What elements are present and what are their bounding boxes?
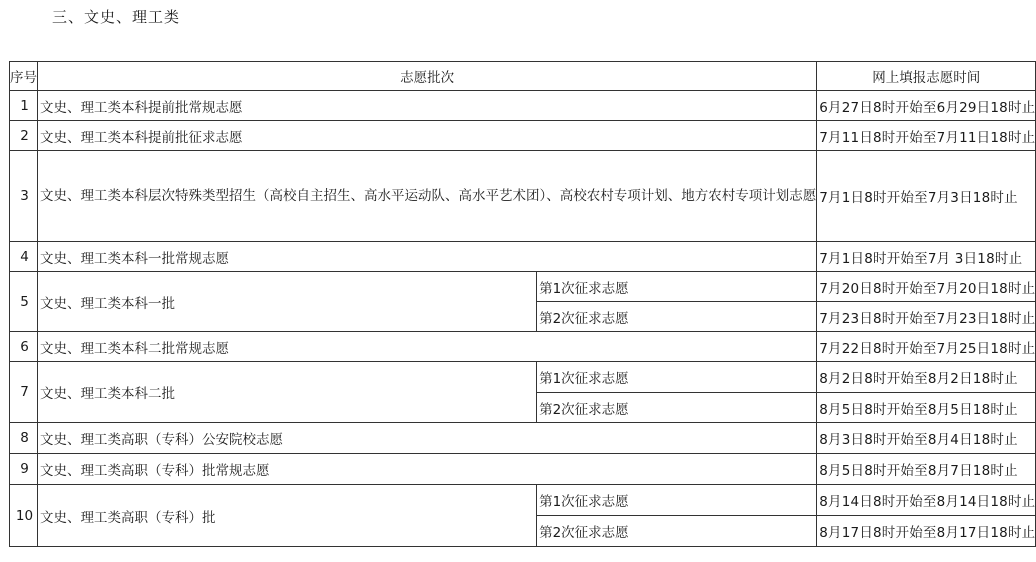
time-cell: 8月3日8时开始至8月4日18时止	[817, 423, 1036, 454]
time-cell: 7月20日8时开始至7月20日18时止	[817, 272, 1036, 302]
table-header-row	[10, 62, 1036, 91]
row-number: 4	[10, 242, 38, 272]
batch-cell: 文史、理工类本科一批	[38, 272, 537, 332]
volunteer-schedule-table	[9, 61, 1036, 547]
batch-cell: 文史、理工类本科二批	[38, 362, 537, 423]
table-row	[10, 242, 1036, 272]
row-number: 3	[10, 151, 38, 242]
row-number: 8	[10, 423, 38, 454]
time-cell: 8月5日8时开始至8月7日18时止	[817, 454, 1036, 485]
header-time: 网上填报志愿时间	[817, 62, 1036, 91]
header-seq: 序号	[10, 62, 38, 91]
sub-batch-cell: 第1次征求志愿	[537, 362, 817, 393]
row-number: 5	[10, 272, 38, 332]
table-row	[10, 332, 1036, 362]
table-row	[10, 272, 1036, 302]
table-row	[10, 454, 1036, 485]
sub-batch-cell: 第1次征求志愿	[537, 272, 817, 302]
time-cell: 8月14日8时开始至8月14日18时止	[817, 485, 1036, 516]
time-cell: 7月11日8时开始至7月11日18时止	[817, 121, 1036, 151]
time-cell: 8月5日8时开始至8月5日18时止	[817, 393, 1036, 423]
time-cell: 7月1日8时开始至7月 3日18时止	[817, 242, 1036, 272]
time-cell: 7月1日8时开始至7月3日18时止	[817, 151, 1036, 242]
row-number: 1	[10, 91, 38, 121]
batch-cell: 文史、理工类本科提前批征求志愿	[38, 121, 817, 151]
time-cell: 6月27日8时开始至6月29日18时止	[817, 91, 1036, 121]
table-row	[10, 121, 1036, 151]
section-heading: 三、文史、理工类	[52, 8, 181, 26]
time-cell: 7月22日8时开始至7月25日18时止	[817, 332, 1036, 362]
sub-batch-cell: 第2次征求志愿	[537, 516, 817, 547]
table-row	[10, 151, 1036, 242]
batch-cell: 文史、理工类本科二批常规志愿	[38, 332, 817, 362]
batch-cell: 文史、理工类本科层次特殊类型招生（高校自主招生、高水平运动队、高水平艺术团）、高校农村专项计划、地方农村专项计划志愿	[38, 151, 817, 242]
batch-cell: 文史、理工类本科一批常规志愿	[38, 242, 817, 272]
batch-cell: 文史、理工类高职（专科）公安院校志愿	[38, 423, 817, 454]
sub-batch-cell: 第2次征求志愿	[537, 302, 817, 332]
table-row	[10, 362, 1036, 393]
sub-batch-cell: 第1次征求志愿	[537, 485, 817, 516]
row-number: 2	[10, 121, 38, 151]
table-row	[10, 91, 1036, 121]
table-row	[10, 485, 1036, 516]
sub-batch-cell: 第2次征求志愿	[537, 393, 817, 423]
table-row	[10, 423, 1036, 454]
time-cell: 8月17日8时开始至8月17日18时止	[817, 516, 1036, 547]
time-cell: 8月2日8时开始至8月2日18时止	[817, 362, 1036, 393]
row-number: 10	[10, 485, 38, 547]
row-number: 7	[10, 362, 38, 423]
row-number: 9	[10, 454, 38, 485]
batch-cell: 文史、理工类高职（专科）批	[38, 485, 537, 547]
header-batch: 志愿批次	[38, 62, 817, 91]
time-cell: 7月23日8时开始至7月23日18时止	[817, 302, 1036, 332]
batch-cell: 文史、理工类本科提前批常规志愿	[38, 91, 817, 121]
batch-cell: 文史、理工类高职（专科）批常规志愿	[38, 454, 817, 485]
row-number: 6	[10, 332, 38, 362]
